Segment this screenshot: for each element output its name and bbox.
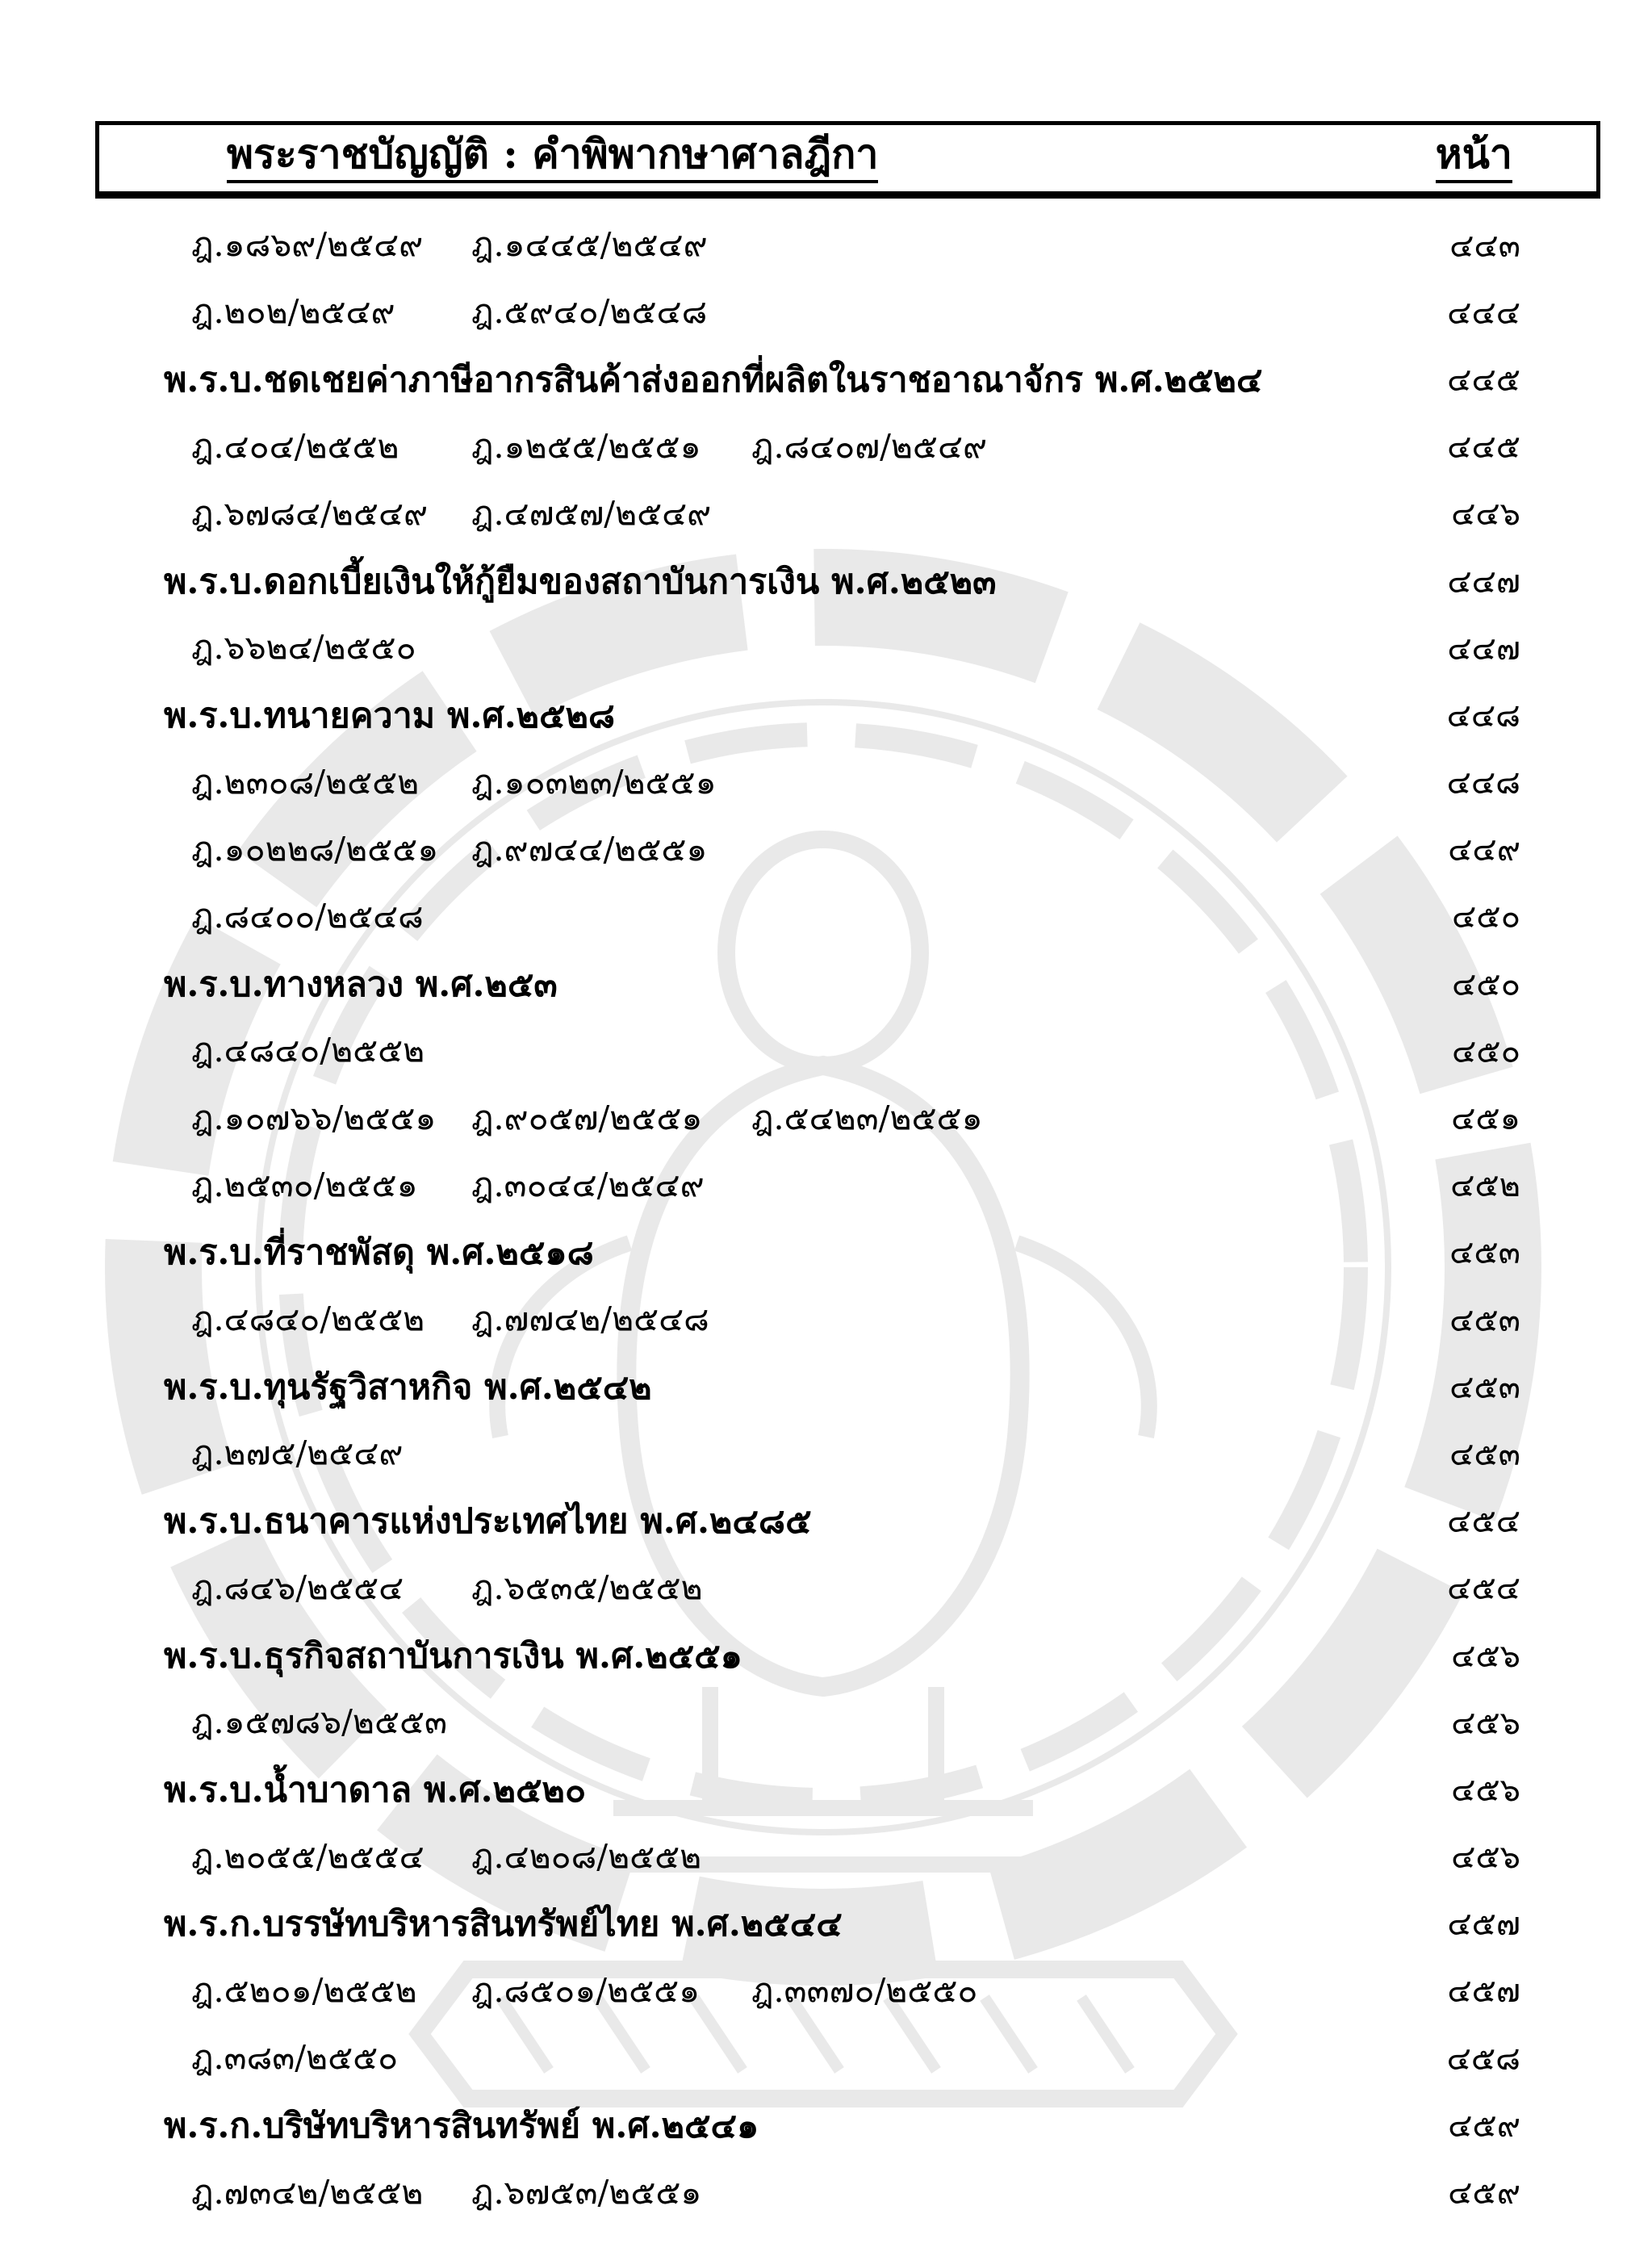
act-title: พ.ร.บ.ทนายความ พ.ศ.๒๕๒๘ (164, 695, 616, 736)
citation-row (0, 2158, 1652, 2225)
citation-list (0, 1696, 1432, 1748)
page-title: พระราชบัญญัติ : คำพิพากษาศาลฎีกา (227, 133, 878, 184)
case-citation: ฎ.๖๕๓๕/๒๕๕๒ (471, 1567, 703, 1607)
case-citation: ฎ.๒๐๕๕/๒๕๕๔ (191, 1836, 425, 1876)
act-row (0, 1488, 1652, 1555)
page-number: ๔๕๖ (1451, 1839, 1520, 1877)
act-title: พ.ร.บ.น้ำบาดาล พ.ศ.๒๕๒๐ (164, 1769, 587, 1810)
case-citation: ฎ.๒๕๓๐/๒๕๕๑ (191, 1165, 418, 1204)
citation-list (0, 286, 1432, 338)
case-citation: ฎ.๖๗๕๓/๒๕๕๑ (471, 2172, 702, 2212)
citation-row (0, 2024, 1652, 2091)
act-row (0, 1622, 1652, 1689)
case-citation: ฎ.๓๓๗๐/๒๕๕๐ (751, 1970, 978, 2010)
act-row (0, 2091, 1652, 2158)
citation-list (0, 2032, 1432, 2084)
act-row (0, 1756, 1652, 1823)
case-citation: ฎ.๖๖๒๔/๒๕๕๐ (191, 628, 416, 668)
citation-list (0, 1965, 1432, 2017)
header-box (95, 121, 1600, 199)
act-title: พ.ร.บ.ธุรกิจสถาบันการเงิน พ.ศ.๒๕๕๑ (164, 1635, 742, 1676)
case-citation: ฎ.๓๐๔๔/๒๕๔๙ (471, 1165, 705, 1204)
case-citation: ฎ.๒๓๐๘/๒๕๕๒ (191, 762, 420, 802)
case-citation: ฎ.๑๒๕๕/๒๕๕๑ (471, 426, 701, 466)
citation-row (0, 278, 1652, 345)
page-number: ๔๕๐ (1452, 1032, 1520, 1070)
citation-list (0, 1092, 1432, 1145)
citation-list (0, 2166, 1432, 2219)
case-citation: ฎ.๘๔๐๐/๒๕๔๘ (191, 896, 424, 935)
page-number: ๔๕๖ (1451, 1704, 1520, 1742)
citation-row (0, 1957, 1652, 2024)
page-number: ๔๕๓ (1449, 1301, 1520, 1339)
page-number: ๔๕๓ (1449, 1368, 1520, 1406)
case-citation: ฎ.๔๐๔/๒๕๕๒ (191, 426, 399, 466)
toc-rows (0, 211, 1652, 2226)
page-number: ๔๔๔ (1447, 294, 1520, 332)
case-citation: ฎ.๑๐๗๖๖/๒๕๕๑ (191, 1098, 437, 1137)
case-citation: ฎ.๓๘๓/๒๕๕๐ (191, 2038, 399, 2078)
page-number: ๔๔๙ (1448, 831, 1520, 869)
page-number: ๔๕๖ (1451, 1637, 1520, 1675)
page-number: ๔๔๕ (1447, 429, 1520, 467)
case-citation: ฎ.๔๘๔๐/๒๕๕๒ (191, 1300, 425, 1339)
act-title: พ.ร.บ.ชดเชยค่าภาษีอากรสินค้าส่งออกที่ผลิตในราชอาณาจักร พ.ศ.๒๕๒๔ (164, 359, 1263, 400)
act-title: พ.ร.บ.ดอกเบี้ยเงินให้กู้ยืมของสถาบันการเงิน พ.ศ.๒๕๒๓ (164, 561, 997, 602)
citation-row (0, 816, 1652, 883)
page-number: ๔๔๕ (1447, 361, 1520, 399)
case-citation: ฎ.๑๐๒๒๘/๒๕๕๑ (191, 829, 439, 868)
case-citation: ฎ.๔๒๐๘/๒๕๕๒ (471, 1836, 702, 1876)
case-citation: ฎ.๕๒๐๑/๒๕๕๒ (191, 1970, 417, 2010)
case-citation: ฎ.๗๓๔๒/๒๕๕๒ (191, 2172, 424, 2212)
citation-row (0, 1823, 1652, 1890)
citation-row (0, 413, 1652, 480)
page-number: ๔๕๑ (1451, 1100, 1520, 1138)
page-number: ๔๕๔ (1447, 1503, 1520, 1541)
citation-list (0, 1159, 1432, 1212)
page-number: ๔๔๖ (1451, 496, 1520, 534)
page-number: ๔๕๒ (1450, 1167, 1520, 1205)
act-row (0, 950, 1652, 1017)
citation-row (0, 1420, 1652, 1487)
case-citation: ฎ.๑๘๖๙/๒๕๔๙ (191, 225, 424, 265)
case-citation: ฎ.๕๙๔๐/๒๕๔๘ (471, 292, 708, 332)
page-number: ๔๕๐ (1452, 965, 1520, 1003)
case-citation: ฎ.๘๔๖/๒๕๕๔ (191, 1567, 404, 1607)
citation-list (0, 421, 1432, 473)
citation-list (0, 1427, 1432, 1480)
page-number: ๔๕๔ (1447, 1570, 1520, 1608)
case-citation: ฎ.๔๗๕๗/๒๕๔๙ (471, 493, 712, 533)
page-number: ๔๕๗ (1447, 1906, 1520, 1944)
act-row (0, 345, 1652, 412)
citation-list (0, 1024, 1432, 1077)
citation-row (0, 211, 1652, 278)
case-citation: ฎ.๑๕๗๘๖/๒๕๕๓ (191, 1702, 448, 1742)
case-citation: ฎ.๑๐๓๒๓/๒๕๕๑ (471, 762, 717, 802)
page-number: ๔๕๓ (1449, 1435, 1520, 1473)
citation-list (0, 488, 1432, 540)
page-number: ๔๕๗ (1447, 1973, 1520, 2011)
citation-row (0, 1286, 1652, 1353)
citation-row (0, 1555, 1652, 1622)
page-number: ๔๕๖ (1451, 1771, 1520, 1809)
case-citation: ฎ.๘๔๐๗/๒๕๔๙ (751, 426, 988, 466)
page-number: ๔๕๓ (1449, 1234, 1520, 1272)
act-row (0, 1219, 1652, 1286)
case-citation: ฎ.๒๗๕/๒๕๔๙ (191, 1434, 404, 1473)
citation-row (0, 1689, 1652, 1756)
citation-list (0, 219, 1432, 271)
case-citation: ฎ.๒๐๒/๒๕๔๙ (191, 292, 395, 332)
page-number: ๔๕๙ (1448, 2107, 1520, 2145)
page-column-header: หน้า (1436, 133, 1512, 184)
citation-row (0, 480, 1652, 547)
case-citation: ฎ.๗๗๔๒/๒๕๔๘ (471, 1300, 709, 1339)
citation-list (0, 1562, 1432, 1614)
case-citation: ฎ.๙๗๔๔/๒๕๕๑ (471, 829, 708, 868)
case-citation: ฎ.๙๐๕๗/๒๕๕๑ (471, 1098, 703, 1137)
page-number: ๔๔๗ (1447, 563, 1520, 601)
page-number: ๔๔๘ (1446, 764, 1520, 802)
citation-list (0, 1831, 1432, 1883)
act-title: พ.ร.บ.ทุนรัฐวิสาหกิจ พ.ศ.๒๕๔๒ (164, 1367, 652, 1408)
act-title: พ.ร.บ.ทางหลวง พ.ศ.๒๕๓ (164, 964, 558, 1005)
act-title: พ.ร.บ.ที่ราชพัสดุ พ.ศ.๒๕๑๘ (164, 1233, 594, 1274)
citation-list (0, 890, 1432, 943)
act-row (0, 681, 1652, 748)
citation-row (0, 614, 1652, 681)
page-number: ๔๔๗ (1447, 630, 1520, 668)
citation-row (0, 1152, 1652, 1219)
page-number: ๔๕๘ (1446, 2040, 1520, 2078)
act-row (0, 547, 1652, 614)
page-number: ๔๕๙ (1448, 2174, 1520, 2212)
page-number: ๔๕๐ (1452, 898, 1520, 936)
case-citation: ฎ.๖๗๘๔/๒๕๔๙ (191, 493, 429, 533)
case-citation: ฎ.๔๘๔๐/๒๕๕๒ (191, 1031, 425, 1070)
citation-row (0, 883, 1652, 950)
page-number: ๔๔๘ (1446, 697, 1520, 735)
page-number: ๔๔๓ (1449, 227, 1520, 265)
act-title: พ.ร.ก.บริษัทบริหารสินทรัพย์ พ.ศ.๒๕๔๑ (164, 2105, 759, 2146)
citation-list (0, 622, 1432, 674)
citation-row (0, 749, 1652, 816)
citation-list (0, 1293, 1432, 1346)
citation-list (0, 756, 1432, 809)
citation-row (0, 1017, 1652, 1084)
act-row (0, 1890, 1652, 1957)
act-row (0, 1353, 1652, 1420)
case-citation: ฎ.๕๔๒๓/๒๕๕๑ (751, 1098, 983, 1137)
citation-list (0, 823, 1432, 876)
act-title: พ.ร.ก.บรรษัทบริหารสินทรัพย์ไทย พ.ศ.๒๕๔๔ (164, 1904, 843, 1945)
citation-row (0, 1084, 1652, 1151)
case-citation: ฎ.๘๕๐๑/๒๕๕๑ (471, 1970, 701, 2010)
act-title: พ.ร.บ.ธนาคารแห่งประเทศไทย พ.ศ.๒๔๘๕ (164, 1501, 812, 1542)
case-citation: ฎ.๑๔๔๕/๒๕๔๙ (471, 225, 708, 265)
